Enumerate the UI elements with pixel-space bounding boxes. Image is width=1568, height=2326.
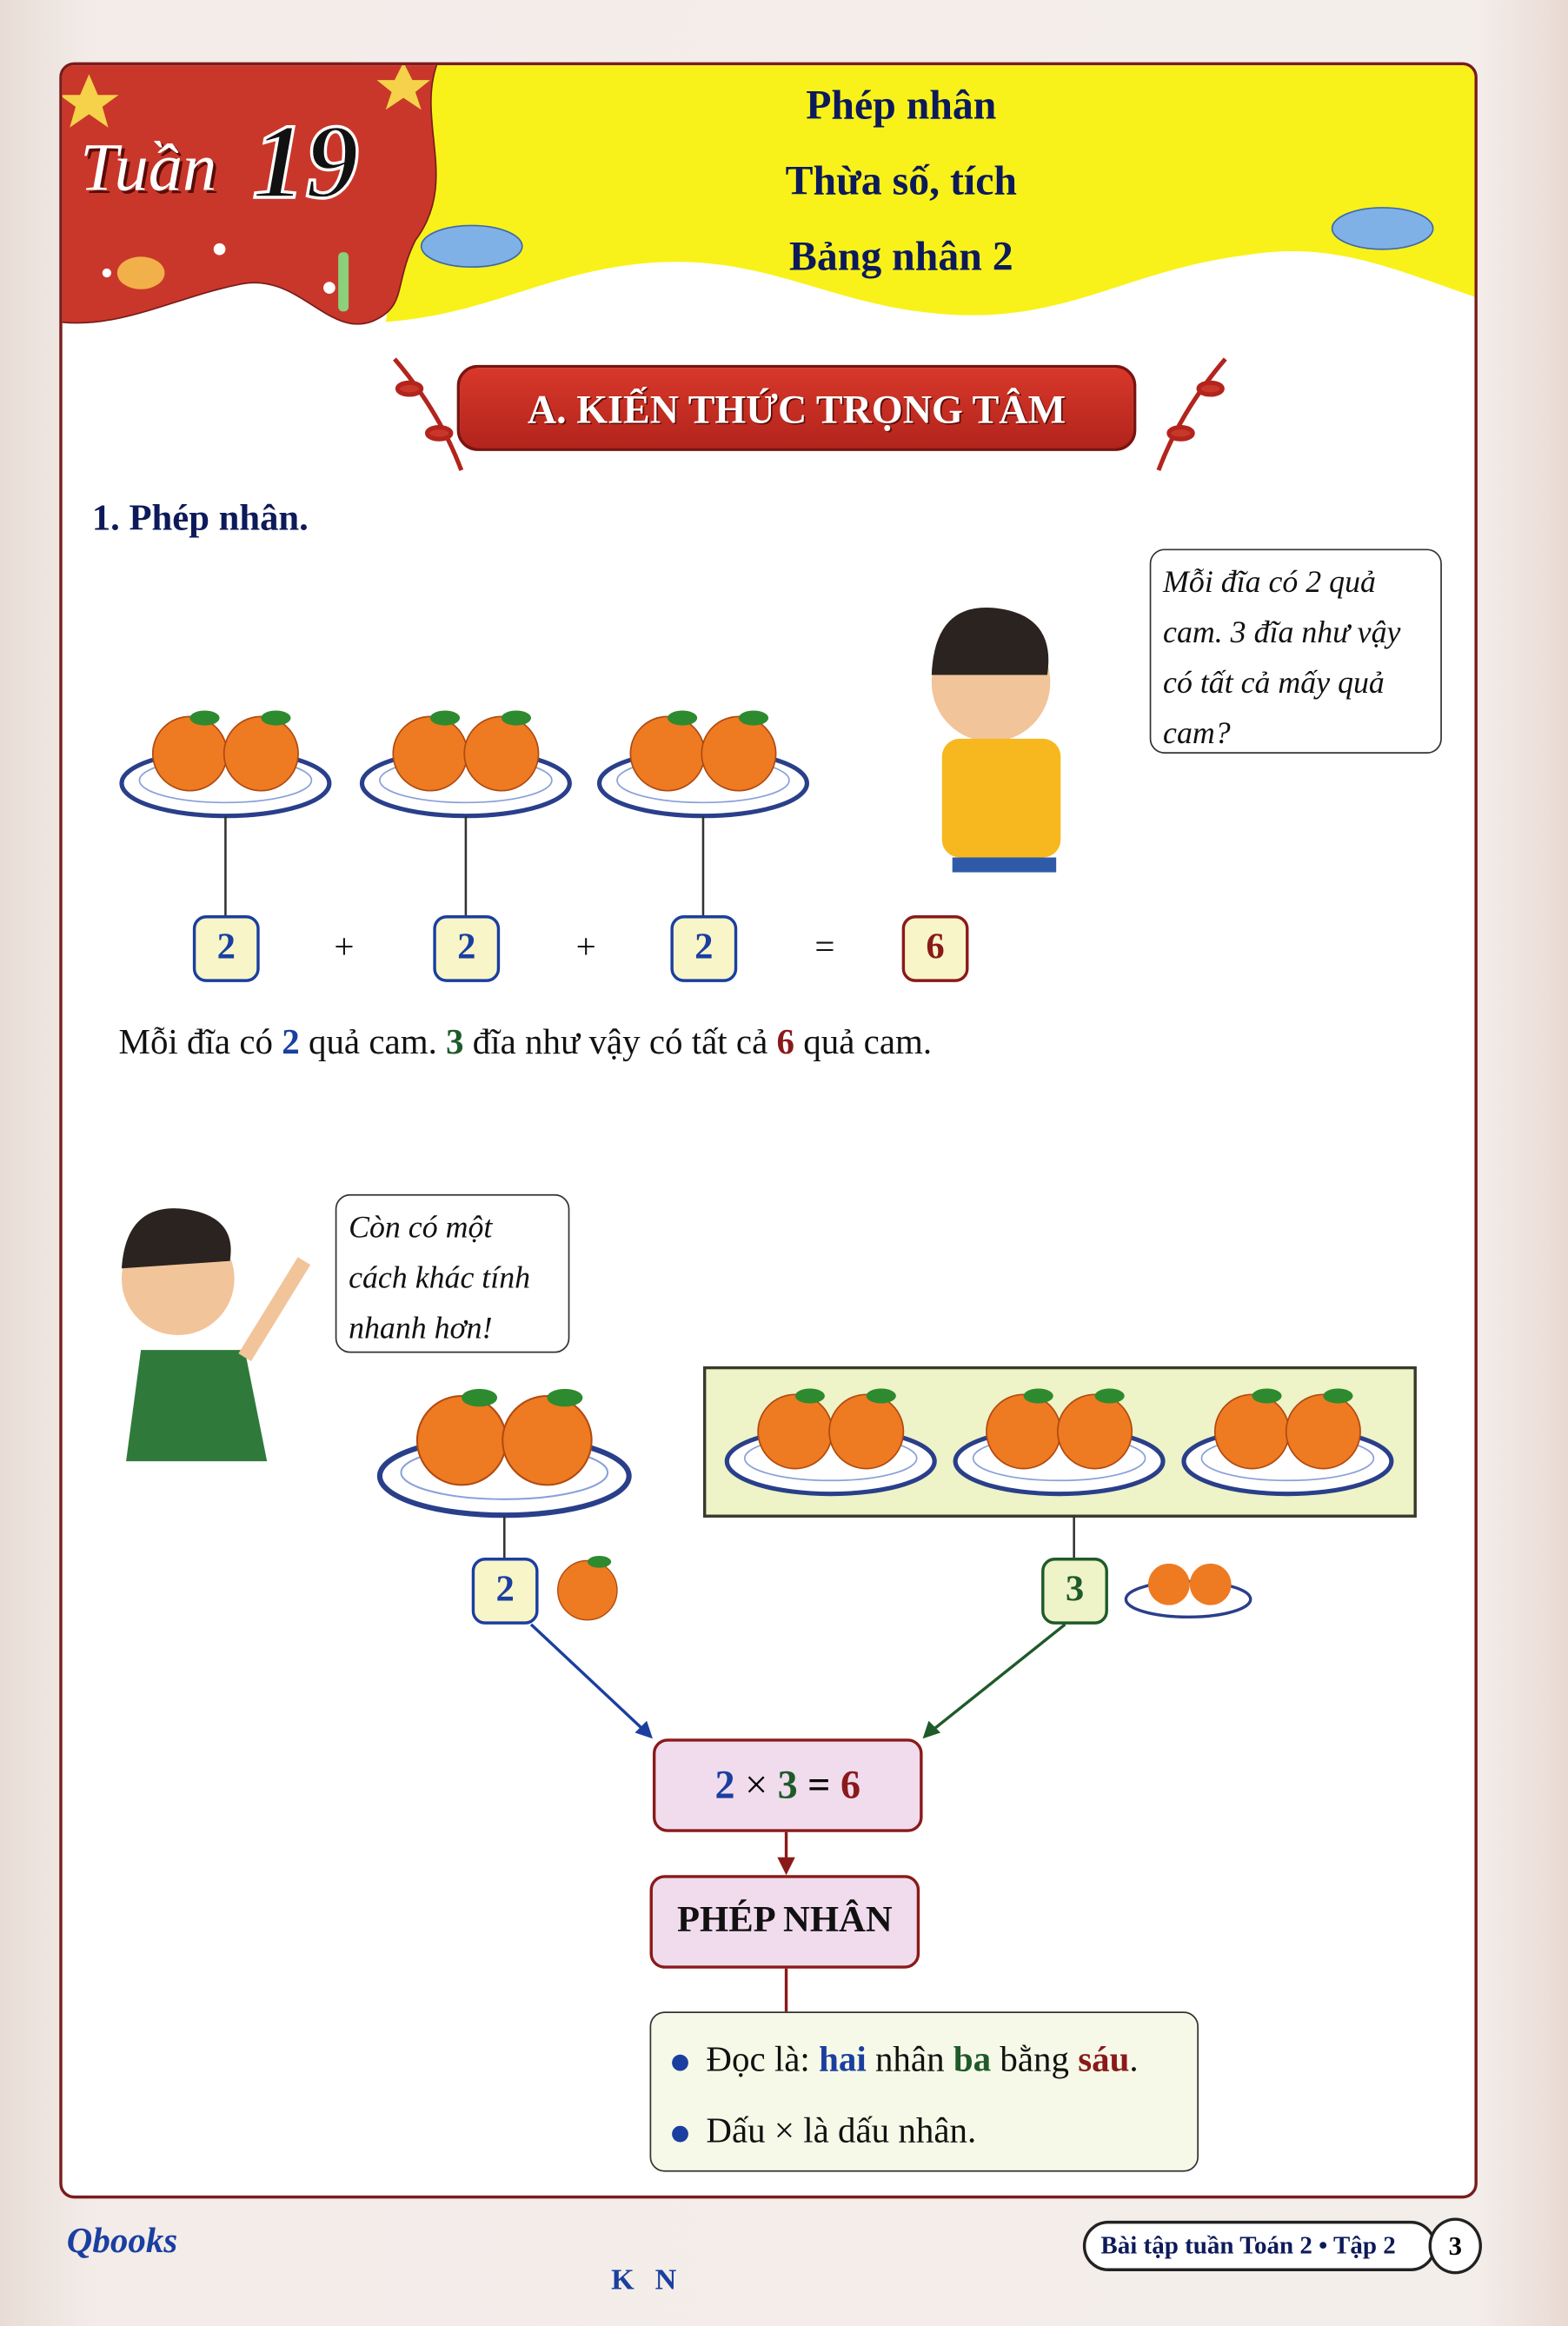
page-number: 3 [1429,2218,1482,2275]
text: bằng [991,2041,1079,2080]
multiplication-box [653,1738,923,1832]
week-number: 19 [252,102,360,222]
word: ba [953,2041,992,2080]
bubble-line: Mỗi đĩa có 2 quả [1163,563,1376,600]
plus-sign: + [575,928,596,967]
factor: 2 [714,1762,735,1807]
bubble-line: nhanh hơn! [349,1310,493,1346]
text: quả cam. [794,1023,933,1062]
title-2: Thừa số, tích [785,158,1017,205]
word: hai [819,2041,867,2080]
text: Dấu × là dấu nhân. [706,2112,977,2151]
boy-pointing [122,1208,304,1461]
info-row-reading [672,2030,1176,2102]
info-row-sign [672,2102,1176,2173]
num: 3 [446,1023,464,1062]
per-plate-box: 2 [472,1558,539,1625]
num: 6 [776,1023,795,1062]
speech-bubble-hint [336,1194,570,1353]
operation-label-box: PHÉP NHÂN [650,1875,920,1969]
term-box: 2 [433,915,500,982]
qbooks-logo: Qbooks [66,2222,178,2262]
equals-sign: = [807,1762,831,1807]
bullet-icon [672,2126,688,2143]
info-box [650,2011,1199,2171]
title-3: Bảng nhân 2 [788,234,1013,281]
kn-logo: KN [611,2263,698,2296]
bubble-line: cách khác tính [349,1259,531,1295]
num: 2 [282,1023,300,1062]
text: Đọc là: [706,2041,820,2080]
explanation-sentence [119,1024,933,1064]
plus-sign: + [334,928,355,967]
text: . [1129,2041,1139,2080]
boy-thinking [932,608,1060,873]
week-label: Tuần [80,129,217,205]
term-box: 2 [670,915,737,982]
footer-book-title: Bài tập tuần Toán 2 • Tập 2 [1083,2221,1436,2271]
bubble-line: Còn có một [349,1208,493,1245]
title-1: Phép nhân [806,83,997,130]
bubble-line: cam. 3 đĩa như vậy [1163,614,1401,650]
plate-oranges [122,711,807,816]
word: sáu [1078,2041,1130,2080]
term-box: 2 [193,915,260,982]
text: quả cam. [299,1023,447,1062]
product: 6 [840,1762,860,1807]
bubble-line: có tất cả mấy quả [1163,664,1385,701]
section-heading: 1. Phép nhân. [91,498,309,539]
text: nhân [866,2041,953,2080]
section-banner: A. KIẾN THỨC TRỌNG TÂM [457,365,1137,451]
equals-sign: = [814,928,835,967]
factor: 3 [777,1762,798,1807]
text: đĩa như vậy có tất cả [463,1023,777,1062]
text: Mỗi đĩa có [118,1023,282,1062]
bubble-line: cam? [1163,714,1231,751]
plates-count-box: 3 [1041,1558,1108,1625]
result-box: 6 [902,915,969,982]
times-sign: × [745,1762,768,1807]
bullet-icon [672,2055,688,2071]
